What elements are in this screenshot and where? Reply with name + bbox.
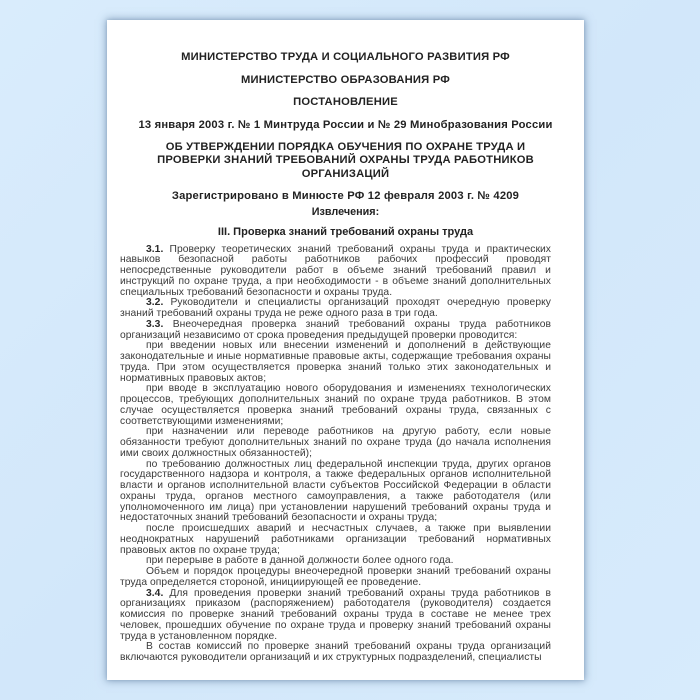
document-page bbox=[107, 20, 584, 680]
paragraph: при назначении или переводе работников на другую работу, если новые обязанности требуют дополнительных знаний по охране труда (до начала исполнения ими своих должностных обязанностей); bbox=[120, 426, 551, 459]
paragraph: 3.4. Для проведения проверки знаний требований охраны труда работников в организациях приказом (распоряжением) работодателя (руководителя) создается комиссия по проверке знаний требований охраны труда в составе не менее трех человек, прошедших обучение по охране труда и проверку знаний требований охраны труда в установленном порядке. bbox=[120, 587, 551, 642]
document-type-heading: ПОСТАНОВЛЕНИЕ bbox=[293, 96, 398, 108]
paragraph: Объем и порядок процедуры внеочередной проверки знаний требований охраны труда определяется стороной, инициирующей ее проведение. bbox=[120, 566, 551, 588]
ministry-line-1: МИНИСТЕРСТВО ТРУДА И СОЦИАЛЬНОГО РАЗВИТИЯ РФ bbox=[181, 51, 510, 63]
paragraph-number: 3.1. bbox=[146, 243, 170, 255]
paragraph-number: 3.4. bbox=[146, 587, 170, 599]
ministry-line-2: МИНИСТЕРСТВО ОБРАЗОВАНИЯ РФ bbox=[240, 73, 450, 86]
document-title: ОБ УТВЕРЖДЕНИИ ПОРЯДКА ОБУЧЕНИЯ ПО ОХРАНЕ ТРУДА И ПРОВЕРКИ ЗНАНИЙ ТРЕБОВАНИЙ ОХРАНЫ ТРУДА РАБОТНИКОВ ОРГАНИЗАЦИЙ bbox=[157, 140, 534, 180]
extracts-label: Извлечения: bbox=[311, 206, 380, 218]
paragraph: 3.3. Внеочередная проверка знаний требований охраны труда работников организаций независимо от срока проведения предыдущей проверки проводится: bbox=[120, 318, 551, 341]
paragraph: при перерыве в работе в данной должности более одного года. bbox=[146, 555, 454, 567]
document-body bbox=[120, 245, 551, 664]
paragraph-number: 3.3. bbox=[146, 318, 173, 330]
paragraph-number: 3.2. bbox=[146, 297, 171, 309]
paragraph: В состав комиссий по проверке знаний требований охраны труда организаций включаются руководители организаций и их структурных подразделений, специалисты bbox=[120, 641, 551, 663]
document-date-number: 13 января 2003 г. № 1 Минтруда России и № 29 Минобразования России bbox=[138, 118, 553, 131]
paragraph: 3.2. Руководители и специалисты организаций проходят очередную проверку знаний требований охраны труда не реже одного раза в три года. bbox=[120, 297, 551, 319]
paragraph: после происшедших аварий и несчастных случаев, а также при выявлении неоднократных нарушений работниками организации требований нормативных правовых актов по охране труда; bbox=[120, 523, 551, 556]
section-heading: III. Проверка знаний требований охраны труда bbox=[217, 226, 474, 238]
paragraph: по требованию должностных лиц федеральной инспекции труда, других органов государственного надзора и контроля, а также федеральных органов исполнительной власти и органов исполнительной власти субъектов Российской Федерации в области охраны труда, органов местного самоуправления, а также работодателя (или уполномоченного им лица) при установлении нарушений требований охраны труда и недостаточных знаний требований безопасности и охраны труда; bbox=[120, 458, 551, 524]
paragraph: при вводе в эксплуатацию нового оборудования и изменениях технологических процессов, требующих дополнительных знаний по охране труда работников. В этом случае осуществляется проверка знаний требований охраны труда, связанных с соответствующими изменениями; bbox=[120, 383, 551, 427]
paragraph: при введении новых или внесении изменений и дополнений в действующие законодательные и иные нормативные правовые акты, содержащие требования охраны труда. При этом осуществляется проверка знаний только этих законодательных и нормативных правовых актов; bbox=[120, 340, 551, 384]
registration-line: Зарегистрировано в Минюсте РФ 12 февраля 2003 г. № 4209 bbox=[171, 190, 520, 202]
paragraph: 3.1. Проверку теоретических знаний требований охраны труда и практических навыков безопасной работы работников рабочих профессий проводят непосредственные руководители работ в объеме знаний требований правил и инструкций по охране труда, а при необходимости - в объеме знаний дополнительных специальных требований безопасности и охраны труда. bbox=[120, 243, 551, 298]
